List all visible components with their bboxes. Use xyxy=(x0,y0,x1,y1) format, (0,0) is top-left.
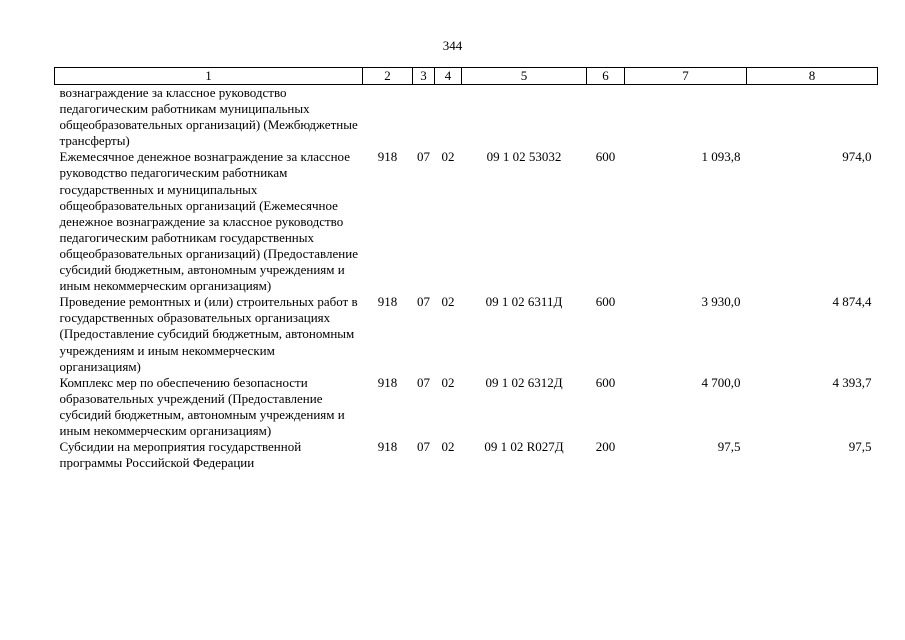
row-amount-1 xyxy=(625,85,747,150)
row-expense-type: 600 xyxy=(595,374,616,390)
row-expense-type xyxy=(587,85,625,150)
row-department-code: 918 xyxy=(377,439,398,455)
table-row xyxy=(55,439,878,471)
column-header-5: 5 xyxy=(462,68,587,85)
row-subsection xyxy=(435,85,462,150)
row-expense-type: 600 xyxy=(595,294,616,310)
budget-table xyxy=(54,67,878,471)
row-target-code: 09 1 02 53032 xyxy=(486,149,562,165)
row-section: 07 xyxy=(417,149,430,165)
page-number: 344 xyxy=(442,38,463,53)
row-section: 07 xyxy=(417,374,430,390)
table-row xyxy=(55,375,878,439)
row-amount-2: 4 393,7 xyxy=(832,374,872,390)
column-header-3: 3 xyxy=(413,68,435,85)
table-row xyxy=(55,85,878,150)
row-name: Проведение ремонтных и (или) строительных работ в государственных образовательных организациях (Предоставление субсидий бюджетным, автономным учреждениям и иным некоммерческим организациям) xyxy=(59,294,358,374)
column-header-4: 4 xyxy=(435,68,462,85)
row-amount-1: 3 930,0 xyxy=(701,294,741,310)
column-header-8: 8 xyxy=(747,68,878,85)
column-header-1: 1 xyxy=(55,68,363,85)
column-header-6: 6 xyxy=(587,68,625,85)
row-subsection: 02 xyxy=(441,294,455,310)
header-row xyxy=(55,68,878,85)
row-name: вознаграждение за классное руководство педагогическим работникам муниципальных общеобразовательных организаций) (Межбюджетные трансферты) xyxy=(59,85,358,149)
row-amount-2: 97,5 xyxy=(848,439,872,455)
row-department-code: 918 xyxy=(377,149,398,165)
row-subsection: 02 xyxy=(441,149,455,165)
row-subsection: 02 xyxy=(441,374,455,390)
row-target-code: 09 1 02 6311Д xyxy=(485,294,563,310)
row-section: 07 xyxy=(417,439,430,455)
row-amount-1: 1 093,8 xyxy=(701,149,741,165)
row-department-code: 918 xyxy=(377,294,398,310)
row-amount-2: 974,0 xyxy=(842,149,872,165)
row-amount-1: 97,5 xyxy=(717,439,741,455)
column-header-2: 2 xyxy=(363,68,413,85)
row-section: 07 xyxy=(417,294,430,310)
row-target-code: 09 1 02 6312Д xyxy=(485,374,563,390)
row-department-code: 918 xyxy=(377,374,398,390)
row-expense-type: 600 xyxy=(595,149,616,165)
table-row xyxy=(55,149,878,294)
row-department-code xyxy=(363,85,413,150)
row-name: Комплекс мер по обеспечению безопасности образовательных учреждений (Предоставление субсидий бюджетным, автономным учреждениям и иным некоммерческим организациям) xyxy=(59,374,345,438)
table-row xyxy=(55,294,878,374)
row-name: Субсидии на мероприятия государственной программы Российской Федерации xyxy=(59,439,302,471)
column-header-7: 7 xyxy=(625,68,747,85)
row-expense-type: 200 xyxy=(595,439,616,455)
row-amount-2 xyxy=(747,85,878,150)
row-subsection: 02 xyxy=(441,439,455,455)
row-amount-1: 4 700,0 xyxy=(701,374,741,390)
row-name: Ежемесячное денежное вознаграждение за классное руководство педагогическим работникам государственных и муниципальных общеобразовательных организаций (Ежемесячное денежное вознаграждение за классное руководство педагогическим работникам государственных общеобразовательных организаций) (Предоставление субсидий бюджетным, автономным учреждениям и иным некоммерческим организациям) xyxy=(59,149,358,294)
row-target-code xyxy=(462,85,587,150)
row-target-code: 09 1 02 R027Д xyxy=(484,439,564,455)
row-section xyxy=(413,85,435,150)
row-amount-2: 4 874,4 xyxy=(832,294,872,310)
